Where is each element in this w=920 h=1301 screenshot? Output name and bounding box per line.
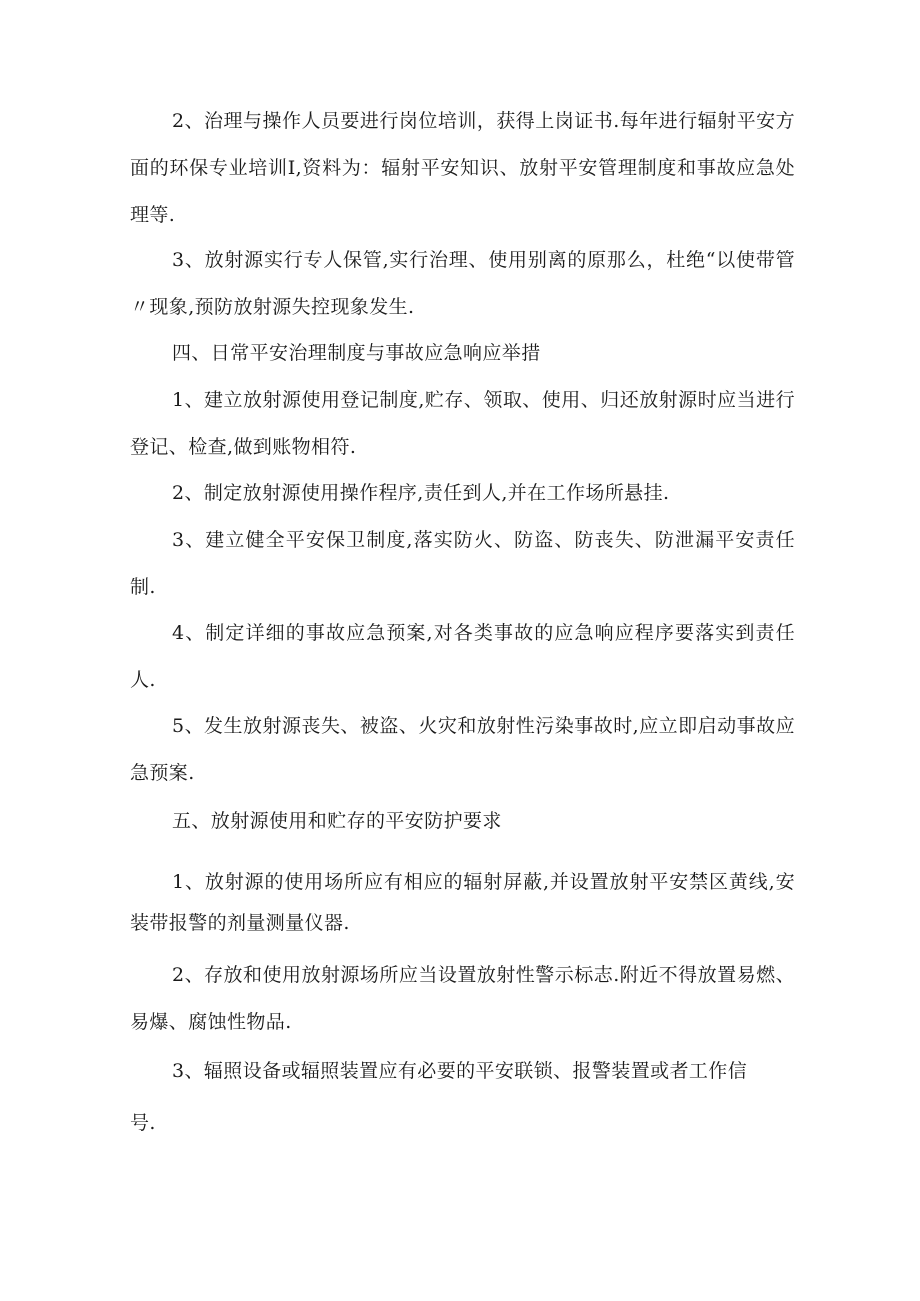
paragraph-registration: 1、建立放射源使用登记制度,贮存、领取、使用、归还放射源时应当进行登记、检查,做到账物相符. bbox=[130, 389, 795, 458]
paragraph-emergency-plan: 4、制定详细的事故应急预案,对各类事故的应急响应程序要落实到责任人. bbox=[130, 622, 795, 691]
paragraph-interlock-continued: 号. bbox=[130, 1112, 156, 1134]
paragraph-procedure: 2、制定放射源使用操作程序,责任到人,并在工作场所悬挂. bbox=[172, 482, 670, 504]
paragraph-interlock: 3、辐照设备或辐照装置应有必要的平安联锁、报警装置或者工作信 bbox=[172, 1060, 748, 1082]
paragraph-incident: 5、发生放射源丧失、被盗、火灾和放射性污染事故时,应立即启动事故应急预案. bbox=[130, 715, 795, 784]
paragraph-shielding: 1、放射源的使用场所应有相应的辐射屏蔽,并设置放射平安禁区黄线,安装带报警的剂量测量仪器. bbox=[130, 871, 795, 934]
paragraph-warning-signs: 2、存放和使用放射源场所应当设置放射性警示标志.附近不得放置易燃、易爆、腐蚀性物品. bbox=[130, 964, 795, 1033]
section-heading-5: 五、放射源使用和贮存的平安防护要求 bbox=[172, 810, 502, 832]
section-heading-4: 四、日常平安治理制度与事故应急响应举措 bbox=[172, 342, 541, 364]
paragraph-training: 2、治理与操作人员要进行岗位培训，获得上岗证书.每年进行辐射平安方面的环保专业培训I,资料为：辐射平安知识、放射平安管理制度和事故应急处理等. bbox=[130, 110, 795, 226]
paragraph-custody: 3、放射源实行专人保管,实行治理、使用别离的原那么，杜绝“以使带管〃现象,预防放射源失控现象发生. bbox=[130, 249, 795, 318]
paragraph-security: 3、建立健全平安保卫制度,落实防火、防盗、防丧失、防泄漏平安责任制. bbox=[130, 529, 795, 598]
